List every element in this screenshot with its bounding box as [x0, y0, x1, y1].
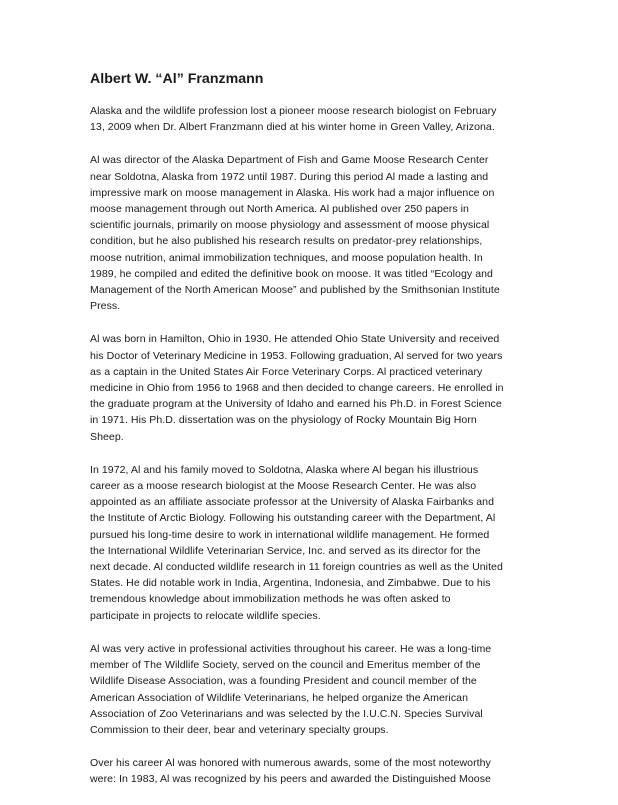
- text-line: career as a moose research biologist at the Moose Research Center. He was also: [90, 480, 477, 493]
- document-body: [90, 70, 540, 805]
- text-line: moose nutrition, animal immobilization techniques, and moose population health. In: [90, 251, 483, 264]
- text-line: In 1972, Al and his family moved to Soldotna, Alaska where Al began his illustrious: [90, 463, 479, 476]
- paragraph-4: [90, 462, 540, 624]
- text-line: scientific journals, primarily on moose physiology and assessment of moose physical: [90, 219, 490, 232]
- paragraphs-container: [90, 103, 540, 788]
- text-line: condition, but he also published his research results on predator-prey relationships,: [90, 235, 483, 248]
- text-line: appointed as an affiliate associate professor at the University of Alaska Fairbanks and: [90, 496, 494, 509]
- text-line: were: In 1983, Al was recognized by his peers and awarded the Distinguished Moose: [90, 773, 491, 786]
- text-line: pursued his long-time desire to work in international wildlife management. He formed: [90, 528, 490, 541]
- text-line: 13, 2009 when Dr. Albert Franzmann died at his winter home in Green Valley, Arizona.: [90, 121, 495, 134]
- text-line: Al was very active in professional activities throughout his career. He was a long-time: [90, 642, 492, 655]
- text-line: Association of Zoo Veterinarians and was selected by the I.U.C.N. Species Survival: [90, 707, 483, 720]
- paragraph-6: [90, 755, 540, 787]
- text-line: Al was born in Hamilton, Ohio in 1930. He attended Ohio State University and received: [90, 333, 500, 346]
- text-line: Press.: [90, 300, 121, 313]
- paragraph-1: [90, 103, 540, 135]
- text-line: American Association of Wildlife Veterinarians, he helped organize the American: [90, 691, 468, 704]
- text-line: Wildlife Disease Association, was a founding President and council member of the: [90, 675, 477, 688]
- text-line: Alaska and the wildlife profession lost a pioneer moose research biologist on February: [90, 105, 497, 117]
- text-line: tremendous knowledge about immobilization methods he was often asked to: [90, 593, 451, 606]
- text-line: moose management through out North America. Al published over 250 papers in: [90, 203, 469, 216]
- text-line: impressive mark on moose management in Alaska. His work had a major influence on: [90, 186, 495, 199]
- text-line: member of The Wildlife Society, served on the council and Emeritus member of the: [90, 659, 481, 672]
- text-line: medicine in Ohio from 1956 to 1968 and then decided to change careers. He enrolled in: [90, 382, 504, 395]
- text-line: the Institute of Arctic Biology. Following his outstanding career with the Department, Al: [90, 512, 496, 525]
- paragraph-5: [90, 641, 540, 738]
- text-line: in 1971. His Ph.D. dissertation was on the physiology of Rocky Mountain Big Horn: [90, 414, 477, 427]
- paragraph-2: [90, 152, 540, 314]
- text-line: Over his career Al was honored with numerous awards, some of the most noteworthy: [90, 757, 491, 770]
- text-line: near Soldotna, Alaska from 1972 until 1987. During this period Al made a lasting and: [90, 170, 489, 183]
- text-line: the International Wildlife Veterinarian Service, Inc. and served as its director for the: [90, 544, 481, 557]
- text-line: next decade. Al conducted wildlife research in 11 foreign countries as well as the United: [90, 561, 503, 574]
- text-line: his Doctor of Veterinary Medicine in 1953. Following graduation, Al served for two years: [90, 349, 503, 362]
- text-line: participate in projects to relocate wildlife species.: [90, 609, 321, 622]
- paragraph-3: [90, 331, 540, 444]
- text-line: 1989, he compiled and edited the definitive book on moose. It was titled “Ecology and: [90, 267, 493, 280]
- text-line: Management of the North American Moose” and published by the Smithsonian Institute: [90, 284, 500, 297]
- text-line: Commission to their deer, bear and veterinary specialty groups.: [90, 723, 389, 736]
- text-line: the graduate program at the University of Idaho and earned his Ph.D. in Forest Science: [90, 398, 502, 411]
- text-line: States. He did notable work in India, Argentina, Indonesia, and Zimbabwe. Due to his: [90, 577, 491, 590]
- text-line: Sheep.: [90, 430, 124, 443]
- page-title: Albert W. “Al” Franzmann: [90, 71, 264, 87]
- text-line: as a captain in the United States Air Force Veterinary Corps. Al practiced veterinary: [90, 365, 483, 378]
- text-line: Al was director of the Alaska Department of Fish and Game Moose Research Center: [90, 154, 489, 167]
